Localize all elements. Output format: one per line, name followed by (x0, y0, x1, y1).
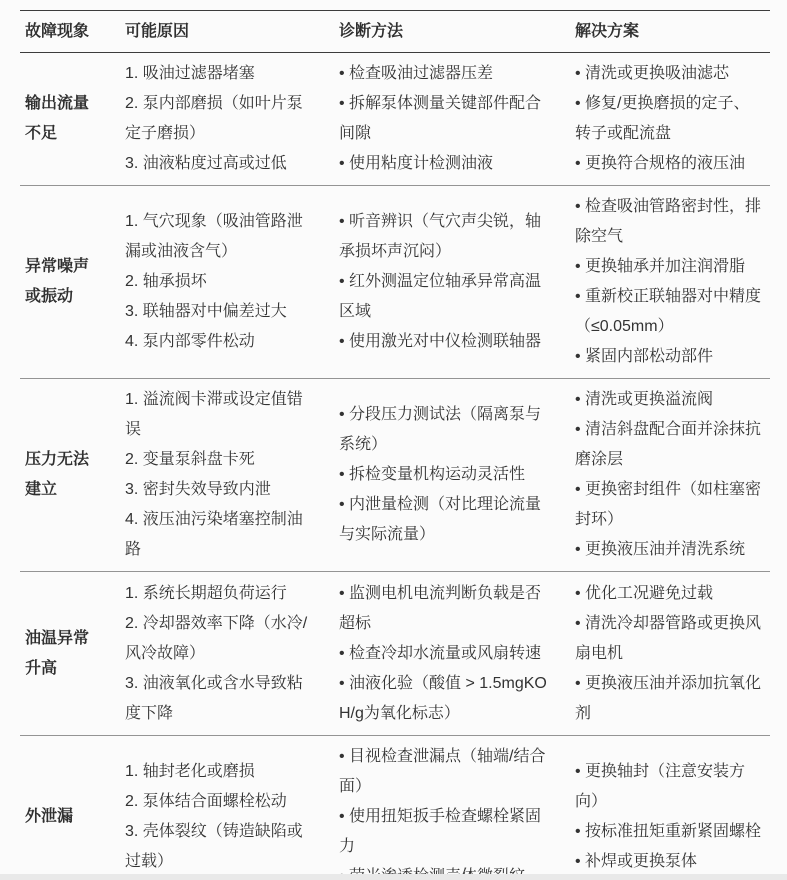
cell-line: • 监测电机电流判断负载是否超标 (339, 584, 542, 632)
cell-line: • 使用扭矩扳手检查螺栓紧固力 (339, 808, 542, 855)
causes-cell (120, 572, 335, 736)
fault-phenomenon-label: 输出流量不足 (25, 95, 90, 142)
cell-line: • 更换密封组件（如柱塞密封环） (575, 481, 762, 528)
cell-line: 4. 泵内部零件松动 (125, 333, 255, 350)
cell-line: 2. 泵内部磨损（如叶片泵定子磨损） (125, 95, 303, 142)
cell-line: • 补焊或更换泵体 (575, 853, 698, 870)
solutions-cell (572, 736, 770, 880)
cell-line: 1. 轴封老化或磨损 (125, 763, 255, 780)
cell-line: • 清洗或更换吸油滤芯 (575, 65, 730, 82)
bottom-strip (0, 874, 787, 880)
cell-line: 4. 液压油污染堵塞控制油路 (125, 511, 303, 558)
cell-line: 1. 气穴现象（吸油管路泄漏或油液含气） (125, 213, 303, 260)
fault-table-container (20, 10, 770, 880)
cell-line: • 拆解泵体测量关键部件配合间隙 (339, 95, 542, 142)
cell-line: • 使用激光对中仪检测联轴器 (339, 333, 542, 350)
cell-line: • 修复/更换磨损的定子、转子或配流盘 (575, 95, 750, 142)
cell-line: • 清洁斜盘配合面并涂抹抗磨涂层 (575, 421, 762, 468)
cell-line: • 听音辨识（气穴声尖锐，轴承损坏声沉闷） (339, 213, 542, 260)
cell-line: • 更换轴封（注意安装方向） (575, 763, 746, 810)
diagnosis-cell (335, 53, 572, 186)
col-header-fault-phenomenon: 故障现象 (25, 22, 90, 40)
cell-line: • 更换液压油并添加抗氧化剂 (575, 674, 762, 722)
fault-phenomenon-label: 外泄漏 (25, 808, 74, 825)
cell-line: 1. 系统长期超负荷运行 (125, 584, 287, 602)
cell-line: • 油液化验（酸值 > 1.5mgKOH/g为氧化标志） (339, 674, 547, 722)
cell-line: 3. 油液氧化或含水导致粘度下降 (125, 674, 303, 722)
diagnosis-cell (335, 379, 572, 572)
cell-line: • 使用粘度计检测油液 (339, 155, 494, 172)
cell-line: 2. 冷却器效率下降（水冷/风冷故障） (125, 614, 308, 662)
diagnosis-cell (335, 572, 572, 736)
cell-line: • 重新校正联轴器对中精度（≤0.05mm） (575, 288, 762, 335)
table-row-oil-temperature-rise (20, 572, 770, 736)
cell-line: 3. 壳体裂纹（铸造缺陷或过载） (125, 823, 303, 870)
cell-line: • 红外测温定位轴承异常高温区域 (339, 273, 542, 320)
causes-cell (120, 379, 335, 572)
fault-phenomenon-label: 异常噪声或振动 (25, 258, 90, 305)
causes-cell (120, 186, 335, 379)
cell-line: • 按标准扭矩重新紧固螺栓 (575, 823, 762, 840)
causes-cell (120, 53, 335, 186)
cell-line: • 清洗或更换溢流阀 (575, 391, 714, 408)
solutions-cell (572, 572, 770, 736)
col-header-diagnosis-methods: 诊断方法 (339, 22, 404, 40)
cell-line: 1. 吸油过滤器堵塞 (125, 65, 255, 82)
cell-line: 2. 变量泵斜盘卡死 (125, 451, 255, 468)
solutions-cell (572, 53, 770, 186)
cell-line: 1. 溢流阀卡滞或设定值错误 (125, 391, 303, 438)
cell-line: • 紧固内部松动部件 (575, 348, 714, 365)
causes-cell (120, 736, 335, 880)
table-row-external-leakage (20, 736, 770, 880)
table-row-pressure-not-building (20, 379, 770, 572)
cell-line: • 更换轴承并加注润滑脂 (575, 258, 746, 275)
table-header-row (20, 11, 770, 53)
solutions-cell (572, 186, 770, 379)
cell-line: • 检查吸油过滤器压差 (339, 65, 494, 82)
cell-line: 2. 泵体结合面螺栓松动 (125, 793, 287, 810)
cell-line: 3. 联轴器对中偏差过大 (125, 303, 287, 320)
cell-line: • 更换符合规格的液压油 (575, 155, 746, 172)
cell-line: • 检查吸油管路密封性，排除空气 (575, 198, 762, 245)
table-row-abnormal-noise-vibration (20, 186, 770, 379)
fault-phenomenon-label: 油温异常升高 (25, 629, 90, 677)
cell-line: • 拆检变量机构运动灵活性 (339, 466, 526, 483)
cell-line: • 清洗冷却器管路或更换风扇电机 (575, 614, 762, 662)
solutions-cell (572, 379, 770, 572)
diagnosis-cell (335, 186, 572, 379)
col-header-solutions: 解决方案 (575, 22, 640, 40)
cell-line: 3. 油液粘度过高或过低 (125, 155, 287, 172)
cell-line: • 分段压力测试法（隔离泵与系统） (339, 406, 542, 453)
diagnosis-cell (335, 736, 572, 880)
cell-line: • 检查冷却水流量或风扇转速 (339, 644, 542, 662)
cell-line: • 目视检查泄漏点（轴端/结合面） (339, 748, 546, 795)
cell-line: • 优化工况避免过载 (575, 584, 714, 602)
cell-line: 2. 轴承损坏 (125, 273, 207, 290)
cell-line: • 内泄量检测（对比理论流量与实际流量） (339, 496, 542, 543)
pump-fault-table (20, 10, 770, 880)
col-header-possible-causes: 可能原因 (125, 22, 190, 40)
cell-line: 3. 密封失效导致内泄 (125, 481, 271, 498)
table-row-output-flow-insufficient (20, 53, 770, 186)
cell-line: • 更换液压油并清洗系统 (575, 541, 746, 558)
fault-phenomenon-label: 压力无法建立 (25, 451, 90, 498)
